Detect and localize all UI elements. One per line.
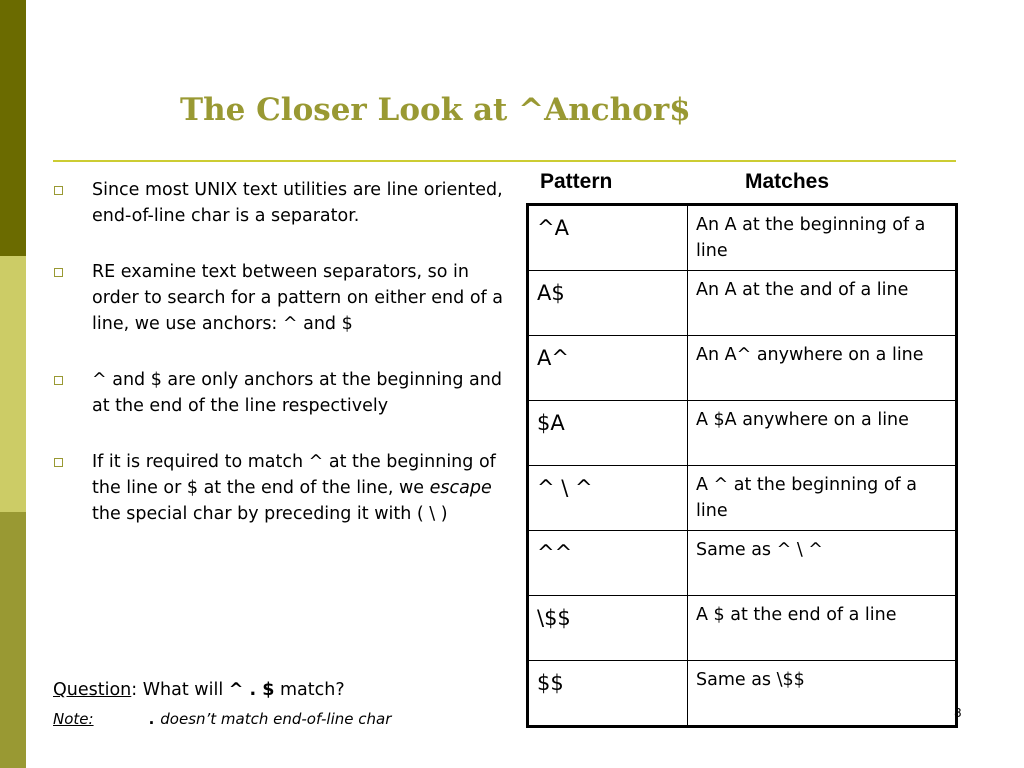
- slide-title: The Closer Look at ^Anchor$: [180, 92, 691, 128]
- pattern-column-header: Pattern: [540, 170, 613, 193]
- match-cell: Same as ^ \ ^: [688, 531, 957, 596]
- square-bullet-icon: [54, 458, 63, 467]
- bullet-text: Since most UNIX text utilities are line oriented, end-of-line char is a separator.: [92, 180, 503, 226]
- bullet-item: [53, 259, 513, 337]
- match-cell: A $ at the end of a line: [688, 596, 957, 661]
- bullet-item: [53, 449, 513, 527]
- question-label: Question: [53, 680, 132, 700]
- square-bullet-icon: [54, 186, 63, 195]
- pattern-cell: ^A: [528, 205, 688, 271]
- bullet-text: [92, 452, 496, 524]
- question-line: [53, 680, 345, 700]
- table-row: [528, 401, 957, 466]
- pattern-cell: A$: [528, 271, 688, 336]
- question-code: ^ . $: [228, 680, 275, 700]
- pattern-cell: $$: [528, 661, 688, 727]
- sidebar-stripe-bottom: [0, 512, 26, 768]
- question-text: : What will: [131, 680, 229, 700]
- note-text: doesn’t match end-of-line char: [160, 710, 392, 728]
- table-row: [528, 336, 957, 401]
- bullet-text: RE examine text between separators, so in order to search for a pattern on either end of a line, we use anchors: ^ and $: [92, 262, 503, 334]
- match-cell: Same as \$$: [688, 661, 957, 727]
- bullet-item: [53, 367, 513, 419]
- match-cell: An A at the beginning of a line: [688, 205, 957, 271]
- bullet-item: [53, 177, 513, 229]
- table-row: [528, 205, 957, 271]
- match-cell: A ^ at the beginning of a line: [688, 466, 957, 531]
- table-row: [528, 466, 957, 531]
- sidebar-stripe-top: [0, 0, 26, 256]
- square-bullet-icon: [54, 376, 63, 385]
- bullet-text: ^ and $ are only anchors at the beginning and at the end of the line respectively: [92, 370, 502, 416]
- match-cell: An A^ anywhere on a line: [688, 336, 957, 401]
- match-cell: A $A anywhere on a line: [688, 401, 957, 466]
- table-row: [528, 596, 957, 661]
- match-cell: An A at the and of a line: [688, 271, 957, 336]
- matches-column-header: Matches: [745, 170, 830, 193]
- note-label: Note:: [53, 710, 94, 728]
- square-bullet-icon: [54, 268, 63, 277]
- title-divider: [53, 160, 956, 162]
- note-line: [53, 710, 391, 728]
- sidebar-stripe-middle: [0, 256, 26, 512]
- table-row: [528, 531, 957, 596]
- regex-table: [526, 203, 958, 728]
- note-dot: .: [148, 710, 155, 728]
- bullet-text-after: the special char by preceding it with ( \ ): [92, 504, 448, 524]
- bullet-text-before: If it is required to match ^ at the beginning of the line or $ at the end of the line, we: [92, 452, 496, 498]
- bullet-emphasis: escape: [429, 478, 492, 498]
- pattern-cell: \$$: [528, 596, 688, 661]
- table-row: [528, 661, 957, 727]
- table-row: [528, 271, 957, 336]
- pattern-cell: ^^: [528, 531, 688, 596]
- pattern-cell: A^: [528, 336, 688, 401]
- page-number: 8: [954, 706, 962, 720]
- question-suffix: match?: [274, 680, 345, 700]
- pattern-cell: ^ \ ^: [528, 466, 688, 531]
- bullet-list: [53, 177, 513, 557]
- pattern-cell: $A: [528, 401, 688, 466]
